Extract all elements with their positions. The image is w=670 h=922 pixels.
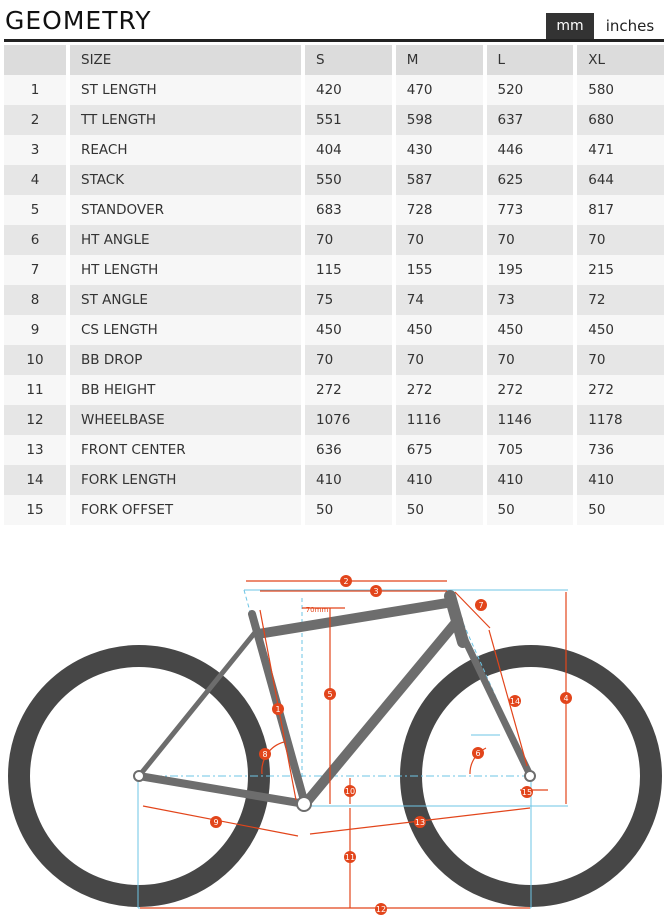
dimension-marker-label: 14 (509, 697, 521, 706)
row-value-l: 625 (483, 165, 574, 195)
table-row (4, 315, 664, 345)
row-value-s: 636 (301, 435, 392, 465)
row-value-m: 74 (392, 285, 483, 315)
table-row (4, 135, 664, 165)
row-index: 6 (4, 225, 66, 255)
table-row (4, 435, 664, 465)
row-measurement-name: HT LENGTH (66, 255, 301, 285)
row-value-s: 50 (301, 495, 392, 525)
row-value-m: 598 (392, 105, 483, 135)
dimension-marker-label: 5 (327, 690, 333, 699)
table-row (4, 105, 664, 135)
dimension-marker-13 (414, 816, 426, 828)
row-value-m: 70 (392, 225, 483, 255)
dimension-marker-label: 8 (262, 750, 268, 759)
row-value-xl: 680 (573, 105, 664, 135)
row-value-s: 551 (301, 105, 392, 135)
page-title: GEOMETRY (5, 6, 152, 35)
row-value-l: 1146 (483, 405, 574, 435)
row-value-s: 410 (301, 465, 392, 495)
row-value-l: 410 (483, 465, 574, 495)
row-value-xl: 580 (573, 75, 664, 105)
row-measurement-name: CS LENGTH (66, 315, 301, 345)
row-measurement-name: BB HEIGHT (66, 375, 301, 405)
row-value-xl: 70 (573, 225, 664, 255)
header-l: L (483, 45, 574, 75)
row-value-s: 115 (301, 255, 392, 285)
header-m: M (392, 45, 483, 75)
header-xl: XL (573, 45, 664, 75)
dimension-marker-label: 1 (275, 705, 281, 714)
front-axle (525, 771, 535, 781)
row-value-l: 773 (483, 195, 574, 225)
row-value-m: 1116 (392, 405, 483, 435)
row-value-m: 430 (392, 135, 483, 165)
row-measurement-name: TT LENGTH (66, 105, 301, 135)
row-value-xl: 215 (573, 255, 664, 285)
row-value-m: 50 (392, 495, 483, 525)
row-value-xl: 450 (573, 315, 664, 345)
dimension-marker-label: 6 (475, 749, 481, 758)
dimension-marker-8 (259, 748, 271, 760)
table-row (4, 195, 664, 225)
row-value-l: 50 (483, 495, 574, 525)
row-value-l: 73 (483, 285, 574, 315)
row-value-xl: 471 (573, 135, 664, 165)
row-measurement-name: STACK (66, 165, 301, 195)
dimension-marker-label: 15 (521, 788, 533, 797)
table-row (4, 75, 664, 105)
table-row (4, 225, 664, 255)
row-value-m: 272 (392, 375, 483, 405)
header-size: SIZE (66, 45, 301, 75)
dimension-marker-label: 4 (563, 694, 569, 703)
row-index: 9 (4, 315, 66, 345)
row-measurement-name: REACH (66, 135, 301, 165)
row-index: 14 (4, 465, 66, 495)
table-row (4, 255, 664, 285)
unit-toggle-inches[interactable]: inches (605, 17, 655, 35)
bike-frame (139, 596, 533, 804)
row-value-xl: 272 (573, 375, 664, 405)
row-value-xl: 644 (573, 165, 664, 195)
row-index: 4 (4, 165, 66, 195)
row-value-s: 272 (301, 375, 392, 405)
title-divider (4, 39, 664, 42)
row-index: 3 (4, 135, 66, 165)
row-measurement-name: HT ANGLE (66, 225, 301, 255)
dimension-marker-7 (475, 599, 487, 611)
dimension-marker-12 (375, 903, 387, 915)
row-measurement-name: WHEELBASE (66, 405, 301, 435)
row-value-l: 637 (483, 105, 574, 135)
row-value-l: 446 (483, 135, 574, 165)
dimension-marker-label: 9 (213, 818, 219, 827)
row-measurement-name: FRONT CENTER (66, 435, 301, 465)
row-measurement-name: FORK LENGTH (66, 465, 301, 495)
row-value-m: 70 (392, 345, 483, 375)
dimension-marker-label: 10 (344, 787, 356, 796)
table-row (4, 465, 664, 495)
rear-axle (134, 771, 144, 781)
row-value-l: 450 (483, 315, 574, 345)
dimension-marker-label: 11 (344, 853, 356, 862)
row-index: 8 (4, 285, 66, 315)
row-value-s: 70 (301, 345, 392, 375)
header-s: S (301, 45, 392, 75)
row-measurement-name: ST LENGTH (66, 75, 301, 105)
row-value-m: 728 (392, 195, 483, 225)
row-index: 15 (4, 495, 66, 525)
row-index: 13 (4, 435, 66, 465)
row-value-s: 550 (301, 165, 392, 195)
row-value-xl: 70 (573, 345, 664, 375)
row-index: 2 (4, 105, 66, 135)
dimension-marker-label: 3 (373, 587, 379, 596)
row-value-s: 683 (301, 195, 392, 225)
row-measurement-name: ST ANGLE (66, 285, 301, 315)
table-row (4, 405, 664, 435)
row-value-s: 75 (301, 285, 392, 315)
row-value-s: 70 (301, 225, 392, 255)
dimension-marker-10 (344, 785, 356, 797)
row-value-xl: 1178 (573, 405, 664, 435)
row-index: 1 (4, 75, 66, 105)
row-measurement-name: STANDOVER (66, 195, 301, 225)
dimension-marker-15 (521, 786, 533, 798)
table-row (4, 375, 664, 405)
header-index (4, 45, 66, 75)
row-value-m: 470 (392, 75, 483, 105)
row-measurement-name: BB DROP (66, 345, 301, 375)
row-value-xl: 736 (573, 435, 664, 465)
row-measurement-name: FORK OFFSET (66, 495, 301, 525)
row-value-m: 410 (392, 465, 483, 495)
dimension-marker-14 (509, 695, 521, 707)
bike-geometry-diagram (0, 560, 670, 922)
dimension-marker-label: 13 (414, 818, 426, 827)
dimension-marker-5 (324, 688, 336, 700)
row-value-xl: 410 (573, 465, 664, 495)
row-value-xl: 817 (573, 195, 664, 225)
row-index: 10 (4, 345, 66, 375)
table-row (4, 285, 664, 315)
row-index: 7 (4, 255, 66, 285)
row-value-xl: 72 (573, 285, 664, 315)
row-value-l: 70 (483, 345, 574, 375)
row-value-m: 587 (392, 165, 483, 195)
geometry-table (4, 45, 664, 525)
row-value-l: 272 (483, 375, 574, 405)
bottom-bracket (297, 797, 311, 811)
dimension-marker-4 (560, 692, 572, 704)
row-value-s: 450 (301, 315, 392, 345)
row-index: 12 (4, 405, 66, 435)
row-value-s: 420 (301, 75, 392, 105)
row-value-l: 520 (483, 75, 574, 105)
dimension-marker-2 (340, 575, 352, 587)
row-value-s: 404 (301, 135, 392, 165)
table-header-row (4, 45, 664, 75)
row-value-s: 1076 (301, 405, 392, 435)
row-index: 11 (4, 375, 66, 405)
table-row (4, 495, 664, 525)
dimension-marker-9 (210, 816, 222, 828)
row-value-l: 705 (483, 435, 574, 465)
table-row (4, 345, 664, 375)
unit-toggle-mm[interactable]: mm (546, 13, 594, 39)
dimension-marker-1 (272, 703, 284, 715)
row-value-l: 70 (483, 225, 574, 255)
row-value-m: 155 (392, 255, 483, 285)
dimension-marker-label: 2 (343, 577, 349, 586)
offset-label: 70mm (305, 606, 329, 614)
row-value-xl: 50 (573, 495, 664, 525)
row-value-m: 675 (392, 435, 483, 465)
dimension-marker-6 (472, 747, 484, 759)
table-row (4, 165, 664, 195)
row-value-m: 450 (392, 315, 483, 345)
dimension-marker-3 (370, 585, 382, 597)
row-value-l: 195 (483, 255, 574, 285)
dimension-marker-label: 7 (478, 601, 484, 610)
dimension-marker-11 (344, 851, 356, 863)
row-index: 5 (4, 195, 66, 225)
dimension-marker-label: 12 (375, 905, 387, 914)
